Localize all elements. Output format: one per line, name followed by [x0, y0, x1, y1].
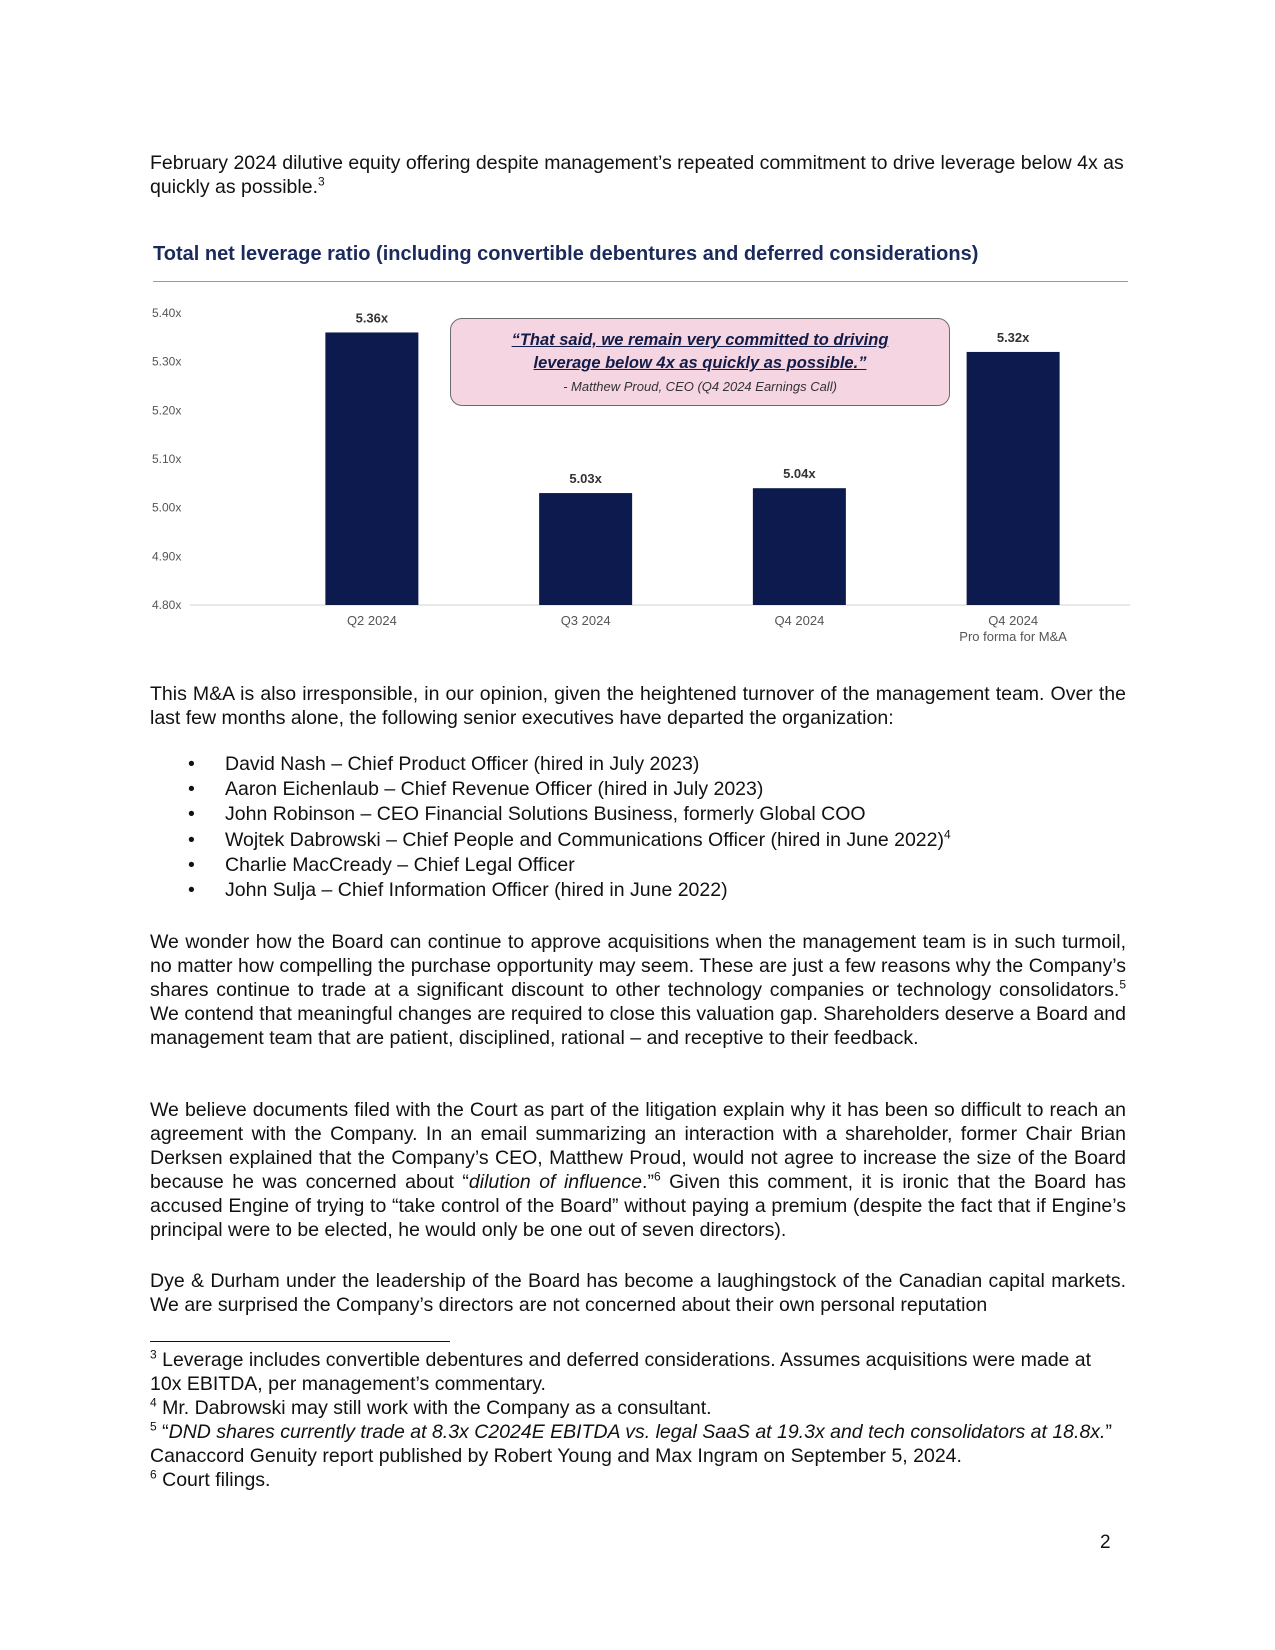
bullet-icon: •: [188, 753, 195, 775]
footnote-ref: 6: [653, 1169, 661, 1184]
ma-paragraph: This M&A is also irresponsible, in our opinion, given the heightened turnover of the management team. Over the last few months alone, the following senior executives have departed the organization:: [150, 683, 1126, 729]
x-tick-label: Q4 2024: [988, 613, 1039, 628]
y-tick-label: 5.00x: [152, 500, 182, 515]
y-tick-label: 5.20x: [152, 403, 182, 418]
footnote-3: $^3$ Leverage includes convertible debentures and deferred considerations. Assumes acquisitions were made at 10x EBITDA, per management’s commentary.: [150, 1347, 1092, 1395]
bar-value-label: 5.36x: [355, 310, 389, 326]
bullet-icon: •: [188, 803, 195, 826]
departed-executives-list: [150, 752, 1126, 903]
x-tick-sublabel: Pro forma for M&A: [959, 629, 1067, 644]
quote-line: “That said, we remain very committed to driving: [511, 331, 889, 349]
footnote-4: $^4$ Mr. Dabrowski may still work with the Company as a consultant.: [150, 1395, 712, 1419]
list-item: • John Sulja – Chief Information Officer (hired in June 2022): [150, 878, 1126, 903]
dye-durham-paragraph: Dye & Durham under the leadership of the Board has become a laughingstock of the Canadian capital markets. We are surprised the Company’s directors are not concerned about their own personal reputation: [150, 1270, 1126, 1316]
believe-paragraph: We believe documents filed with the Court as part of the litigation explain why it has been so difficult to reach an agreement with the Company. In an email summarizing an interaction with a shareholder, former Chair Brian Derksen explained that the Company’s CEO, Matthew Proud, would not agree to increase the size of the Board because he was concerned about “dilution of influence.”$^6$ Given this comment, it is ironic that the Board has accused Engine of trying to “take control of the Board” without paying a premium (despite the fact that if Engine’s principal were to be elected, he would only be one out of seven directors).: [150, 1099, 1127, 1241]
quote-line: leverage below 4x as quickly as possible.”: [533, 354, 867, 372]
y-tick-label: 5.10x: [152, 452, 182, 466]
chart-title: Total net leverage ratio (including convertible debentures and deferred considerations): [153, 243, 979, 265]
bullet-icon: •: [188, 879, 195, 902]
quote-callout: [450, 318, 950, 406]
x-tick-label: Q4 2024: [774, 613, 825, 628]
bar-value-label: 5.04x: [783, 466, 816, 482]
list-item: • Wojtek Dabrowski – Chief People and Communications Officer (hired in June 2022)$^4$: [150, 828, 1126, 853]
bar: [753, 488, 846, 605]
footnote-ref: 3: [318, 174, 325, 189]
list-item: • Aaron Eichenlaub – Chief Revenue Officer (hired in July 2023): [150, 777, 1126, 802]
bar-value-label: 5.32x: [996, 329, 1030, 345]
bar-value-label: 5.03x: [569, 471, 602, 487]
footnote-6: $^6$ Court filings.: [150, 1467, 271, 1491]
list-item: • Charlie MacCready – Chief Legal Officer: [150, 853, 1126, 878]
y-tick-label: 4.80x: [152, 598, 182, 612]
footnote-ref: 5: [1119, 977, 1126, 992]
x-tick-label: Q2 2024: [346, 613, 397, 628]
footnotes: [150, 1348, 1126, 1492]
list-item: • John Robinson – CEO Financial Solutions Business, formerly Global COO: [150, 802, 1126, 827]
intro-paragraph: February 2024 dilutive equity offering despite management’s repeated commitment to drive leverage below 4x as quickly as possible.$^3$: [150, 152, 1124, 198]
chart-title-divider: [153, 281, 1128, 282]
bullet-icon: •: [188, 778, 195, 801]
y-tick-label: 5.30x: [152, 354, 182, 369]
bar: [539, 493, 632, 605]
x-tick-label: Q3 2024: [560, 613, 611, 628]
bar: [325, 332, 418, 605]
list-item: • David Nash – Chief Product Officer (hired in July 2023): [150, 752, 1126, 777]
quote-text: [491, 329, 909, 375]
wonder-paragraph: We wonder how the Board can continue to approve acquisitions when the management team is in such turmoil, no matter how compelling the purchase opportunity may seem. These are just a few reasons why the Company’s shares continue to trade at a significant discount to other technology companies or technology consolidators.$^5$ We contend that meaningful changes are required to close this valuation gap. Shareholders deserve a Board and management team that are patient, disciplined, rational – and receptive to their feedback.: [150, 931, 1126, 1049]
footnote-divider: [150, 1341, 450, 1342]
y-tick-label: 5.40x: [152, 306, 182, 320]
footnote-5: $^5$ “DND shares currently trade at 8.3x C2024E EBITDA vs. legal SaaS at 19.3x and tech consolidators at 18.8x.” Canaccord Genuity report published by Robert Young and Max Ingram on September 5, 2024.: [150, 1419, 1112, 1467]
y-tick-label: 4.90x: [152, 549, 182, 564]
bullet-icon: •: [188, 828, 195, 851]
quote-attribution: - Matthew Proud, CEO (Q4 2024 Earnings Call): [563, 379, 837, 394]
bullet-icon: •: [188, 853, 195, 876]
page-number: 2: [1100, 1532, 1111, 1553]
bar: [967, 352, 1060, 605]
